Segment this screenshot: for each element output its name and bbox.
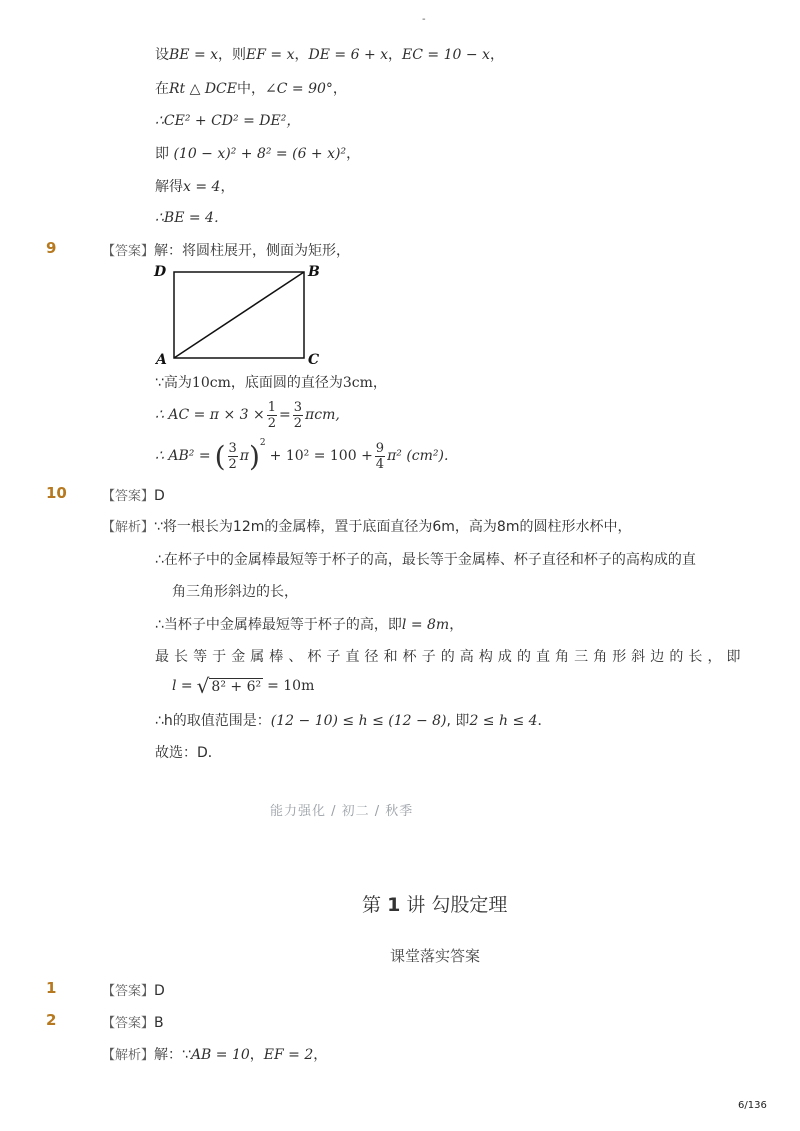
- answer-line: 【答案】解：将圆柱展开，侧面为矩形，: [102, 243, 351, 259]
- question-number: 2: [46, 1011, 57, 1029]
- question-number: 9: [46, 239, 57, 257]
- analysis-line-4: ∴当杯子中金属棒最短等于杯子的高，即l = 8m，: [155, 617, 464, 633]
- label-c: C: [308, 352, 320, 368]
- page-number: 6/136: [738, 1100, 767, 1111]
- analysis-line: 【解析】解：∵AB = 10，EF = 2，: [102, 1047, 328, 1063]
- analysis-line-5: 最 长 等 于 金 属 棒 、 杯 子 直 径 和 杯 子 的 高 构 成 的 直 角 三 角 形 斜 边 的 长 ， 即: [155, 649, 741, 665]
- answer-line: 【答案】D: [102, 983, 165, 999]
- analysis-line-2: ∴在杯子中的金属棒最短等于杯子的高，最长等于金属棒、杯子直径和杯子的高构成的直: [155, 552, 696, 568]
- section-subtitle: 课堂落实答案: [390, 947, 481, 965]
- analysis-line-7: ∴h的取值范围是：(12 − 10) ≤ h ≤ (12 − 8), 即2 ≤ h ≤ 4．: [155, 713, 552, 729]
- chapter-title: 第 1 讲 勾股定理: [362, 894, 508, 916]
- solution-line-2: 在Rt △ DCE中，∠C = 90°，: [155, 81, 347, 97]
- label-d: D: [154, 264, 167, 280]
- analysis-line-3: 角三角形斜边的长，: [172, 584, 298, 600]
- solution-line-4: 即 (10 − x)² + 8² = (6 + x)²，: [155, 146, 361, 162]
- analysis-line-1: 【解析】∵将一根长为12m的金属棒，置于底面直径为6m，高为8m的圆柱形水杯中，: [102, 519, 632, 535]
- diagonal-ab: [174, 272, 304, 358]
- q9-line-1: ∵高为10cm，底面圆的直径为3cm，: [155, 375, 387, 391]
- answer-line: 【答案】D: [102, 488, 165, 504]
- question-number: 10: [46, 484, 67, 502]
- solution-line-5: 解得x = 4，: [155, 179, 235, 195]
- answer-line: 【答案】B: [102, 1015, 164, 1031]
- q9-line-2: ∴ AC = π × 3 × $\frac{1}{2}$ = $\frac{3}{2}$ πcm,: [155, 399, 340, 431]
- cylinder-unfolded-rectangle-diagram: [150, 262, 330, 372]
- top-mark: -: [422, 14, 426, 25]
- analysis-line-8: 故选：D．: [155, 745, 222, 761]
- footer-course-label: 能力强化 / 初二 / 秋季: [270, 804, 414, 819]
- label-b: B: [308, 264, 320, 280]
- label-a: A: [156, 352, 167, 368]
- solution-line-1: 设BE = x，则EF = x，DE = 6 + x，EC = 10 − x，: [155, 47, 504, 63]
- q9-line-3: ∴ AB² = ( $\frac{3}{2}$ π ) 2 + 10² = 100 + $\frac{9}{4}$ π² (cm²).: [155, 438, 449, 473]
- solution-line-6: ∴BE = 4．: [155, 210, 228, 226]
- analysis-line-6: l = √ 8² + 6² = 10m: [172, 674, 315, 698]
- question-number: 1: [46, 979, 57, 997]
- solution-line-3: ∴CE² + CD² = DE²，: [155, 113, 301, 129]
